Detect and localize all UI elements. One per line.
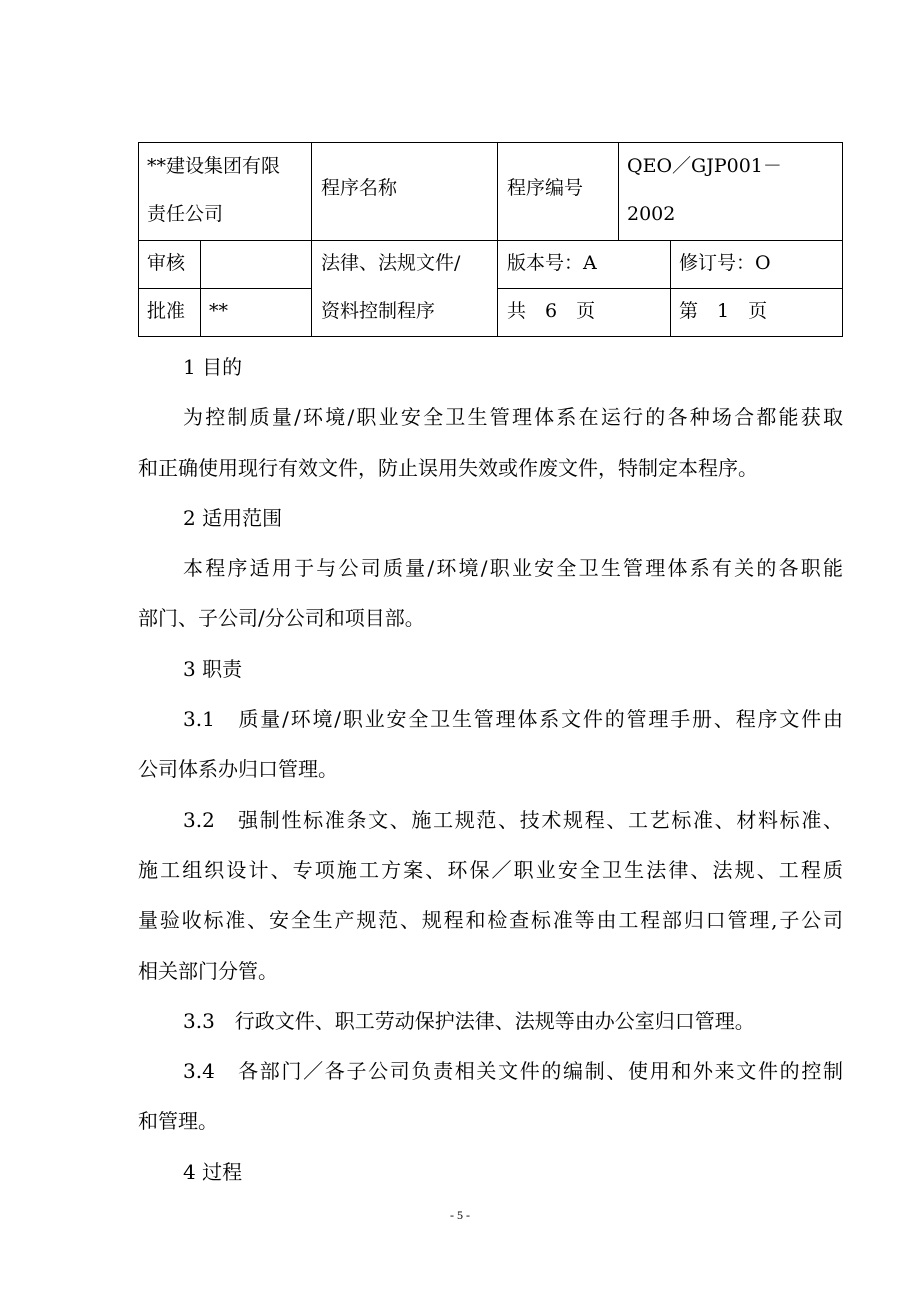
- table-border: [311, 142, 312, 337]
- text-line: 2 适用范围: [183, 505, 283, 530]
- text-line: 和正确使用现行有效文件，防止误用失效或作废文件，特制定本程序。: [138, 455, 758, 480]
- text-line: 部门、子公司/分公司和项目部。: [138, 606, 425, 631]
- table-border: [138, 336, 843, 337]
- table-border: [670, 240, 671, 337]
- table-border: [618, 142, 619, 240]
- text-line: 量验收标准、安全生产规范、规程和检查标准等由工程部归口管理,子公司: [138, 908, 843, 933]
- text-line: 3 职责: [183, 656, 243, 681]
- table-border: [200, 240, 201, 337]
- text-line: 相关部门分管。: [138, 958, 278, 983]
- version-number: 版本号：A: [507, 252, 597, 274]
- program-code-label: 程序编号: [507, 177, 584, 199]
- page-number: - 5 -: [450, 1208, 470, 1222]
- text-line: 3.2 强制性标准条文、施工规范、技术规程、工艺标准、材料标准、: [183, 807, 843, 832]
- text-line: 1 目的: [183, 355, 243, 379]
- review-label: 审核: [147, 252, 186, 274]
- program-code-line2: 2002: [627, 203, 676, 225]
- approve-label: 批准: [147, 300, 186, 322]
- total-pages: 共 6 页: [507, 300, 596, 322]
- current-page: 第 1 页: [679, 300, 768, 322]
- program-name-label: 程序名称: [321, 177, 398, 199]
- company-name-line1: **建设集团有限: [147, 155, 281, 177]
- company-name-line2: 责任公司: [147, 203, 224, 225]
- text-line: 3.4 各部门／各子公司负责相关文件的编制、使用和外来文件的控制: [183, 1059, 843, 1084]
- text-line: 3.1 质量/环境/职业安全卫生管理体系文件的管理手册、程序文件由: [183, 707, 843, 732]
- program-code-line1: QEO／GJP001－: [627, 155, 782, 177]
- table-border: [497, 142, 498, 337]
- approve-value: **: [209, 300, 228, 322]
- text-line: 施工组织设计、专项施工方案、环保／职业安全卫生法律、法规、工程质: [138, 857, 843, 882]
- program-title-line1: 法律、法规文件/: [321, 252, 461, 274]
- program-title-line2: 资料控制程序: [321, 300, 436, 322]
- text-line: 公司体系办归口管理。: [138, 757, 338, 782]
- table-border: [842, 142, 843, 337]
- table-border: [138, 142, 139, 337]
- document-header-table: [138, 142, 843, 336]
- revision-number: 修订号：O: [679, 252, 771, 274]
- text-line: 4 过程: [183, 1159, 243, 1184]
- text-line: 和管理。: [138, 1109, 218, 1134]
- text-line: 本程序适用于与公司质量/环境/职业安全卫生管理体系有关的各职能: [183, 556, 843, 581]
- text-line: 3.3 行政文件、职工劳动保护法律、法规等由办公室归口管理。: [183, 1008, 755, 1033]
- text-line: 为控制质量/环境/职业安全卫生管理体系在运行的各种场合都能获取: [183, 405, 843, 430]
- document-body: [138, 342, 843, 1197]
